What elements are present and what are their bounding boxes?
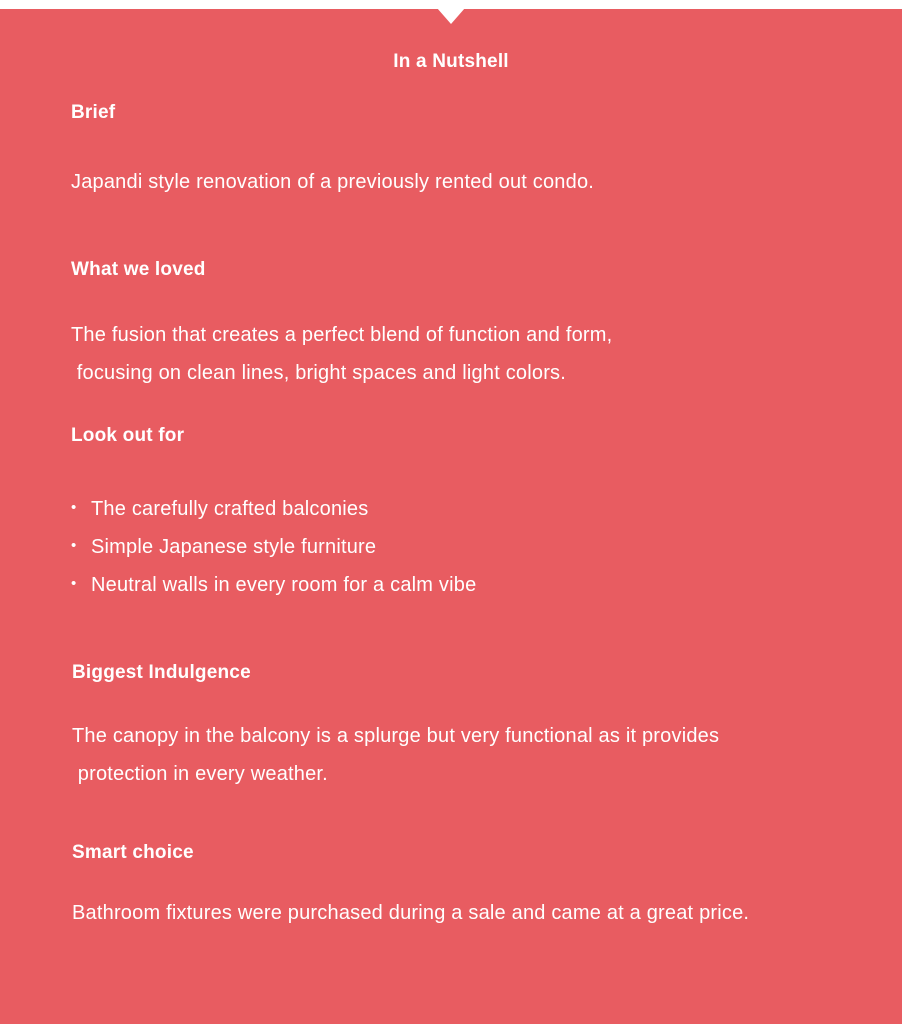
list-item-text: Neutral walls in every room for a calm vibe bbox=[91, 574, 477, 596]
bullet-icon: • bbox=[71, 537, 77, 554]
lookout-heading: Look out for bbox=[71, 425, 185, 446]
list-item bbox=[70, 490, 476, 528]
smart-text: Bathroom fixtures were purchased during a sale and came at a great price. bbox=[72, 902, 750, 924]
bullet-icon: • bbox=[71, 499, 77, 516]
brief-text: Japandi style renovation of a previously rented out condo. bbox=[71, 171, 595, 193]
indulgence-heading: Biggest Indulgence bbox=[72, 662, 251, 683]
bullet-icon: • bbox=[71, 575, 77, 592]
list-item-text: Simple Japanese style furniture bbox=[91, 536, 377, 558]
section-title: In a Nutshell bbox=[393, 51, 509, 72]
loved-text: The fusion that creates a perfect blend of function and form, focusing on clean lines, bright spaces and light colors. bbox=[71, 324, 613, 384]
list-item-text: The carefully crafted balconies bbox=[91, 498, 369, 520]
lookout-list bbox=[70, 490, 476, 604]
brief-heading: Brief bbox=[71, 102, 116, 123]
list-item bbox=[70, 566, 476, 604]
nutshell-card bbox=[0, 9, 902, 1024]
indulgence-text: The canopy in the balcony is a splurge but very functional as it provides protection in every weather. bbox=[72, 725, 720, 785]
smart-heading: Smart choice bbox=[72, 842, 194, 863]
loved-heading: What we loved bbox=[71, 259, 206, 280]
pointer-notch bbox=[437, 8, 465, 24]
list-item bbox=[70, 528, 476, 566]
